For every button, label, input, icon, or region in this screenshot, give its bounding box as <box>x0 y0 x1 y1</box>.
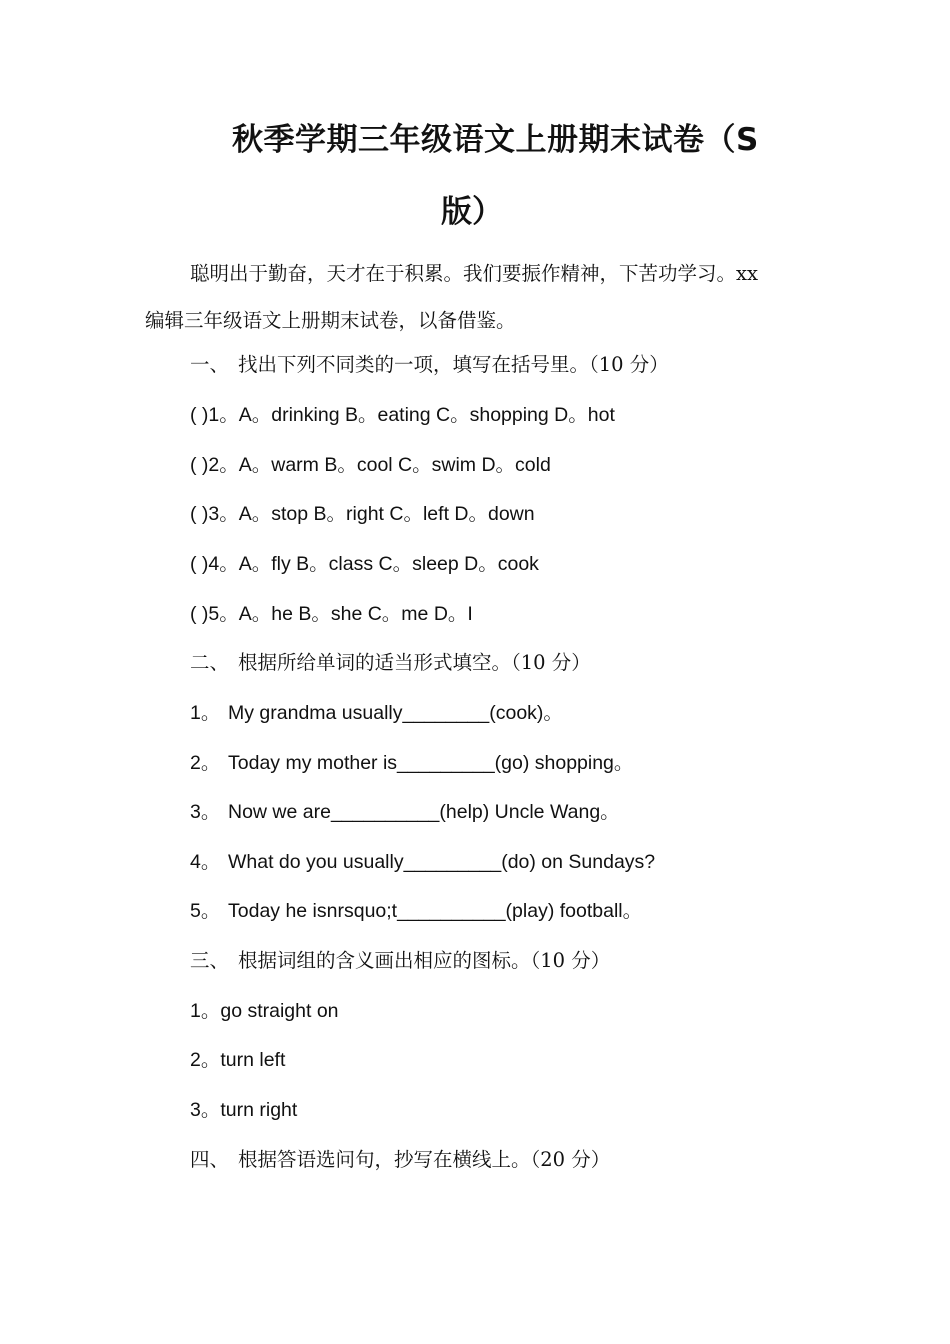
section2-item-5-text: Today he isnrsquo;t__________(play) football。 <box>228 900 643 922</box>
intro-line2: 编辑三年级语文上册期末试卷，以备借鉴。 <box>145 309 516 332</box>
section4-number: 四、 <box>190 1148 230 1171</box>
section3-item-1: 1。go straight on <box>190 1000 339 1022</box>
section3-item-3: 3。turn right <box>190 1099 298 1121</box>
section1-item-1: ( )1。A。drinking B。eating C。shopping D。hot <box>190 404 615 426</box>
section2-item-4 <box>190 847 655 877</box>
section1-number: 一、 <box>190 353 230 376</box>
section1-item-2: ( )2。A。warm B。cool C。swim D。cold <box>190 454 551 476</box>
section2-item-2 <box>190 748 633 778</box>
section2-item-3-text: Now we are__________(help) Uncle Wang。 <box>228 801 620 823</box>
section2-item-3-number: 3。 <box>190 801 221 823</box>
section3-item-2: 2。turn left <box>190 1049 286 1071</box>
section2-item-3 <box>190 797 620 827</box>
section4-heading <box>190 1145 610 1175</box>
section2-item-5-number: 5。 <box>190 900 221 922</box>
section2-heading <box>190 648 591 678</box>
section2-item-1-number: 1。 <box>190 702 221 724</box>
section2-item-2-text: Today my mother is_________(go) shopping。 <box>228 752 634 774</box>
section1-item-4: ( )4。A。fly B。class C。sleep D。cook <box>190 553 539 575</box>
section2-item-1 <box>190 698 563 728</box>
document-title-line2: 版） <box>441 194 503 230</box>
section1-item-5: ( )5。A。he B。she C。me D。I <box>190 603 473 625</box>
section3-heading <box>190 946 610 976</box>
section2-item-2-number: 2。 <box>190 752 221 774</box>
section2-item-4-text: What do you usually_________(do) on Sundays? <box>228 851 656 873</box>
section3-heading-text: 根据词组的含义画出相应的图标。（10 分） <box>238 949 611 972</box>
section2-number: 二、 <box>190 651 230 674</box>
section2-item-4-number: 4。 <box>190 851 221 873</box>
section2-item-5 <box>190 896 642 926</box>
section2-item-1-text: My grandma usually________(cook)。 <box>228 702 563 724</box>
intro-line1: 聪明出于勤奋，天才在于积累。我们要振作精神，下苦功学习。xx <box>190 262 758 285</box>
section1-heading <box>190 350 669 380</box>
section1-item-3: ( )3。A。stop B。right C。left D。down <box>190 503 535 525</box>
section2-heading-text: 根据所给单词的适当形式填空。（10 分） <box>238 651 591 674</box>
section4-heading-text: 根据答语选问句，抄写在横线上。（20 分） <box>238 1148 611 1171</box>
section3-number: 三、 <box>190 949 230 972</box>
section1-heading-text: 找出下列不同类的一项，填写在括号里。（10 分） <box>238 353 669 376</box>
document-title-line1: 秋季学期三年级语文上册期末试卷（S <box>232 122 759 158</box>
